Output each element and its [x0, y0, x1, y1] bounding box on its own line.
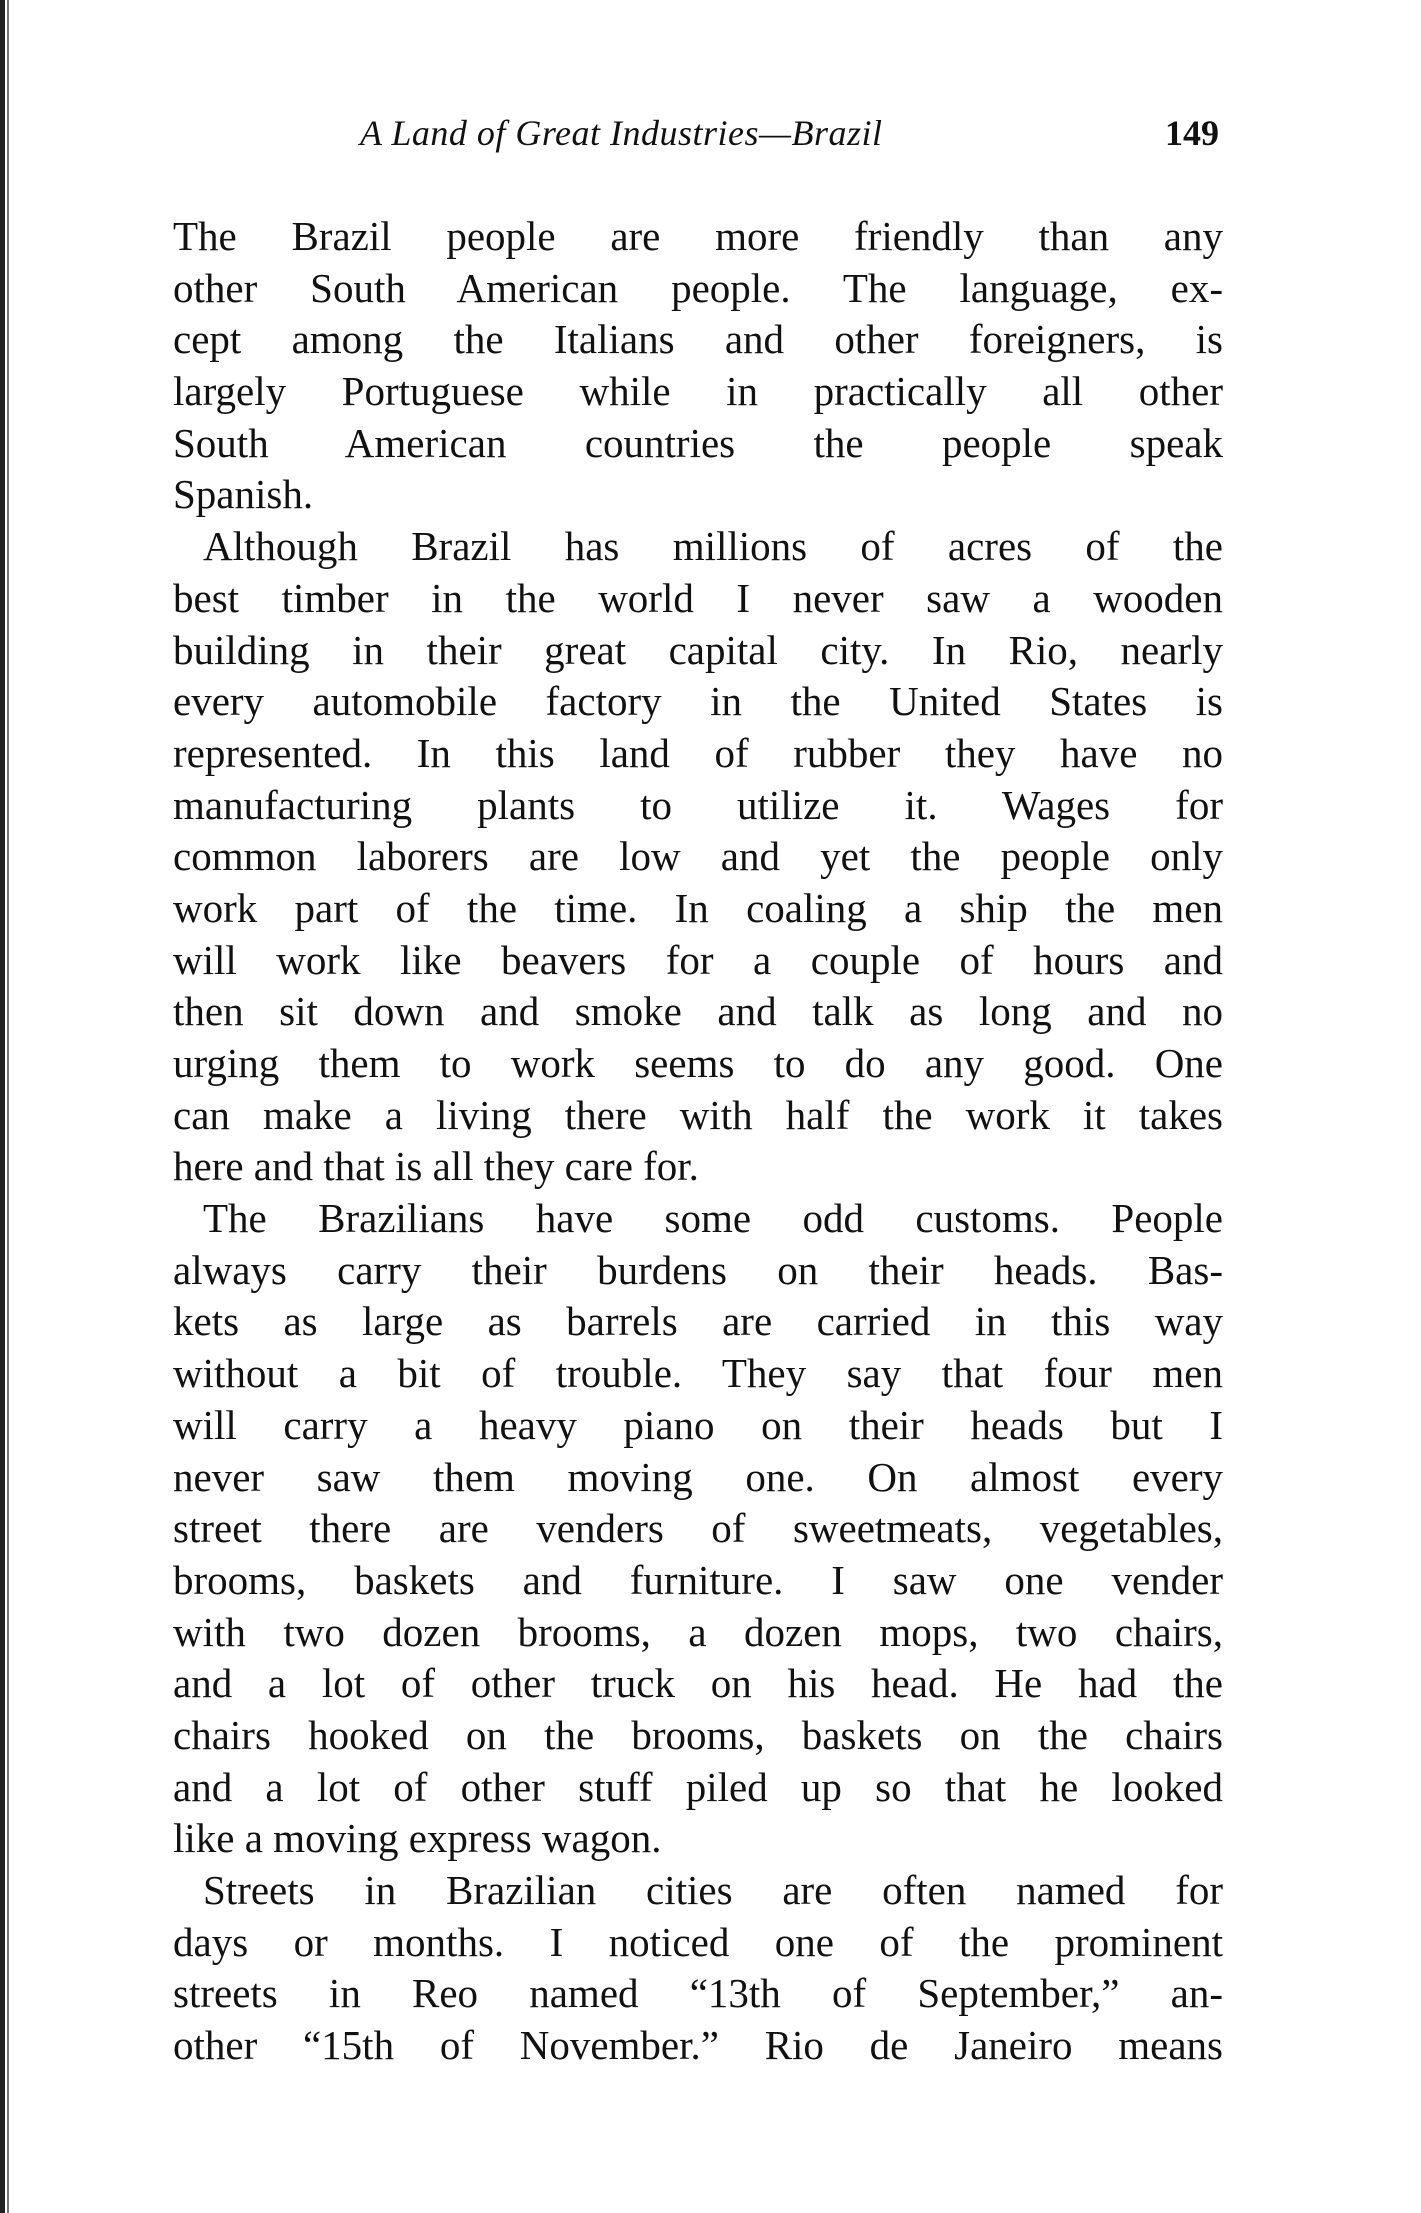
text-line: largely Portuguese while in practically all other	[173, 368, 1223, 415]
text-line: work part of the time. In coaling a ship the men	[173, 884, 1223, 931]
text-line: cept among the Italians and other foreigners, is	[173, 316, 1223, 363]
text-line: South American countries the people speak	[173, 419, 1223, 466]
text-line: Although Brazil has millions of acres of the	[203, 523, 1223, 570]
text-line: then sit down and smoke and talk as long and no	[173, 988, 1223, 1035]
text-line: Spanish.	[173, 471, 314, 518]
text-line: The Brazil people are more friendly than any	[173, 213, 1223, 259]
text-line: represented. In this land of rubber they have no	[173, 729, 1223, 776]
page-binding-shadow	[7, 0, 9, 2213]
text-line: kets as large as barrels are carried in this way	[173, 1298, 1223, 1345]
text-line: streets in Reo named “13th of September,” an-	[173, 1970, 1223, 2017]
text-line: brooms, baskets and furniture. I saw one vender	[173, 1556, 1223, 1603]
text-line: with two dozen brooms, a dozen mops, two chairs,	[173, 1608, 1223, 1655]
text-line: The Brazilians have some odd customs. People	[203, 1195, 1223, 1242]
text-line: and a lot of other stuff piled up so that he looked	[173, 1763, 1223, 1810]
text-line: urging them to work seems to do any good. One	[173, 1040, 1223, 1086]
text-line: every automobile factory in the United States is	[173, 678, 1223, 725]
text-line: always carry their burdens on their heads. Bas-	[173, 1246, 1223, 1293]
text-line: never saw them moving one. On almost every	[173, 1453, 1223, 1500]
text-line: can make a living there with half the work it takes	[173, 1091, 1223, 1138]
running-head: A Land of Great Industries—Brazil	[360, 113, 883, 153]
text-line: common laborers are low and yet the people only	[173, 833, 1223, 880]
text-line: street there are venders of sweetmeats, vegetables,	[173, 1505, 1223, 1552]
text-line: building in their great capital city. In Rio, nearly	[173, 626, 1223, 673]
text-line: and a lot of other truck on his head. He had the	[173, 1660, 1223, 1707]
text-line: best timber in the world I never saw a wooden	[173, 574, 1223, 621]
body-text	[173, 211, 1223, 2072]
page-binding-edge	[0, 0, 5, 2213]
text-line: other “15th of November.” Rio de Janeiro means	[173, 2022, 1223, 2069]
text-line: manufacturing plants to utilize it. Wages for	[173, 781, 1223, 828]
text-line: will carry a heavy piano on their heads but I	[173, 1401, 1223, 1448]
text-line: without a bit of trouble. They say that four men	[173, 1350, 1223, 1397]
text-line: like a moving express wagon.	[173, 1815, 662, 1862]
text-line: will work like beavers for a couple of hours and	[173, 936, 1223, 983]
text-line: chairs hooked on the brooms, baskets on the chairs	[173, 1711, 1223, 1758]
page-number: 149	[1165, 113, 1219, 153]
text-line: days or months. I noticed one of the prominent	[173, 1918, 1223, 1965]
text-line: Streets in Brazilian cities are often named for	[203, 1867, 1223, 1913]
text-line: other South American people. The language, ex-	[173, 264, 1223, 311]
text-line: here and that is all they care for.	[173, 1143, 699, 1190]
